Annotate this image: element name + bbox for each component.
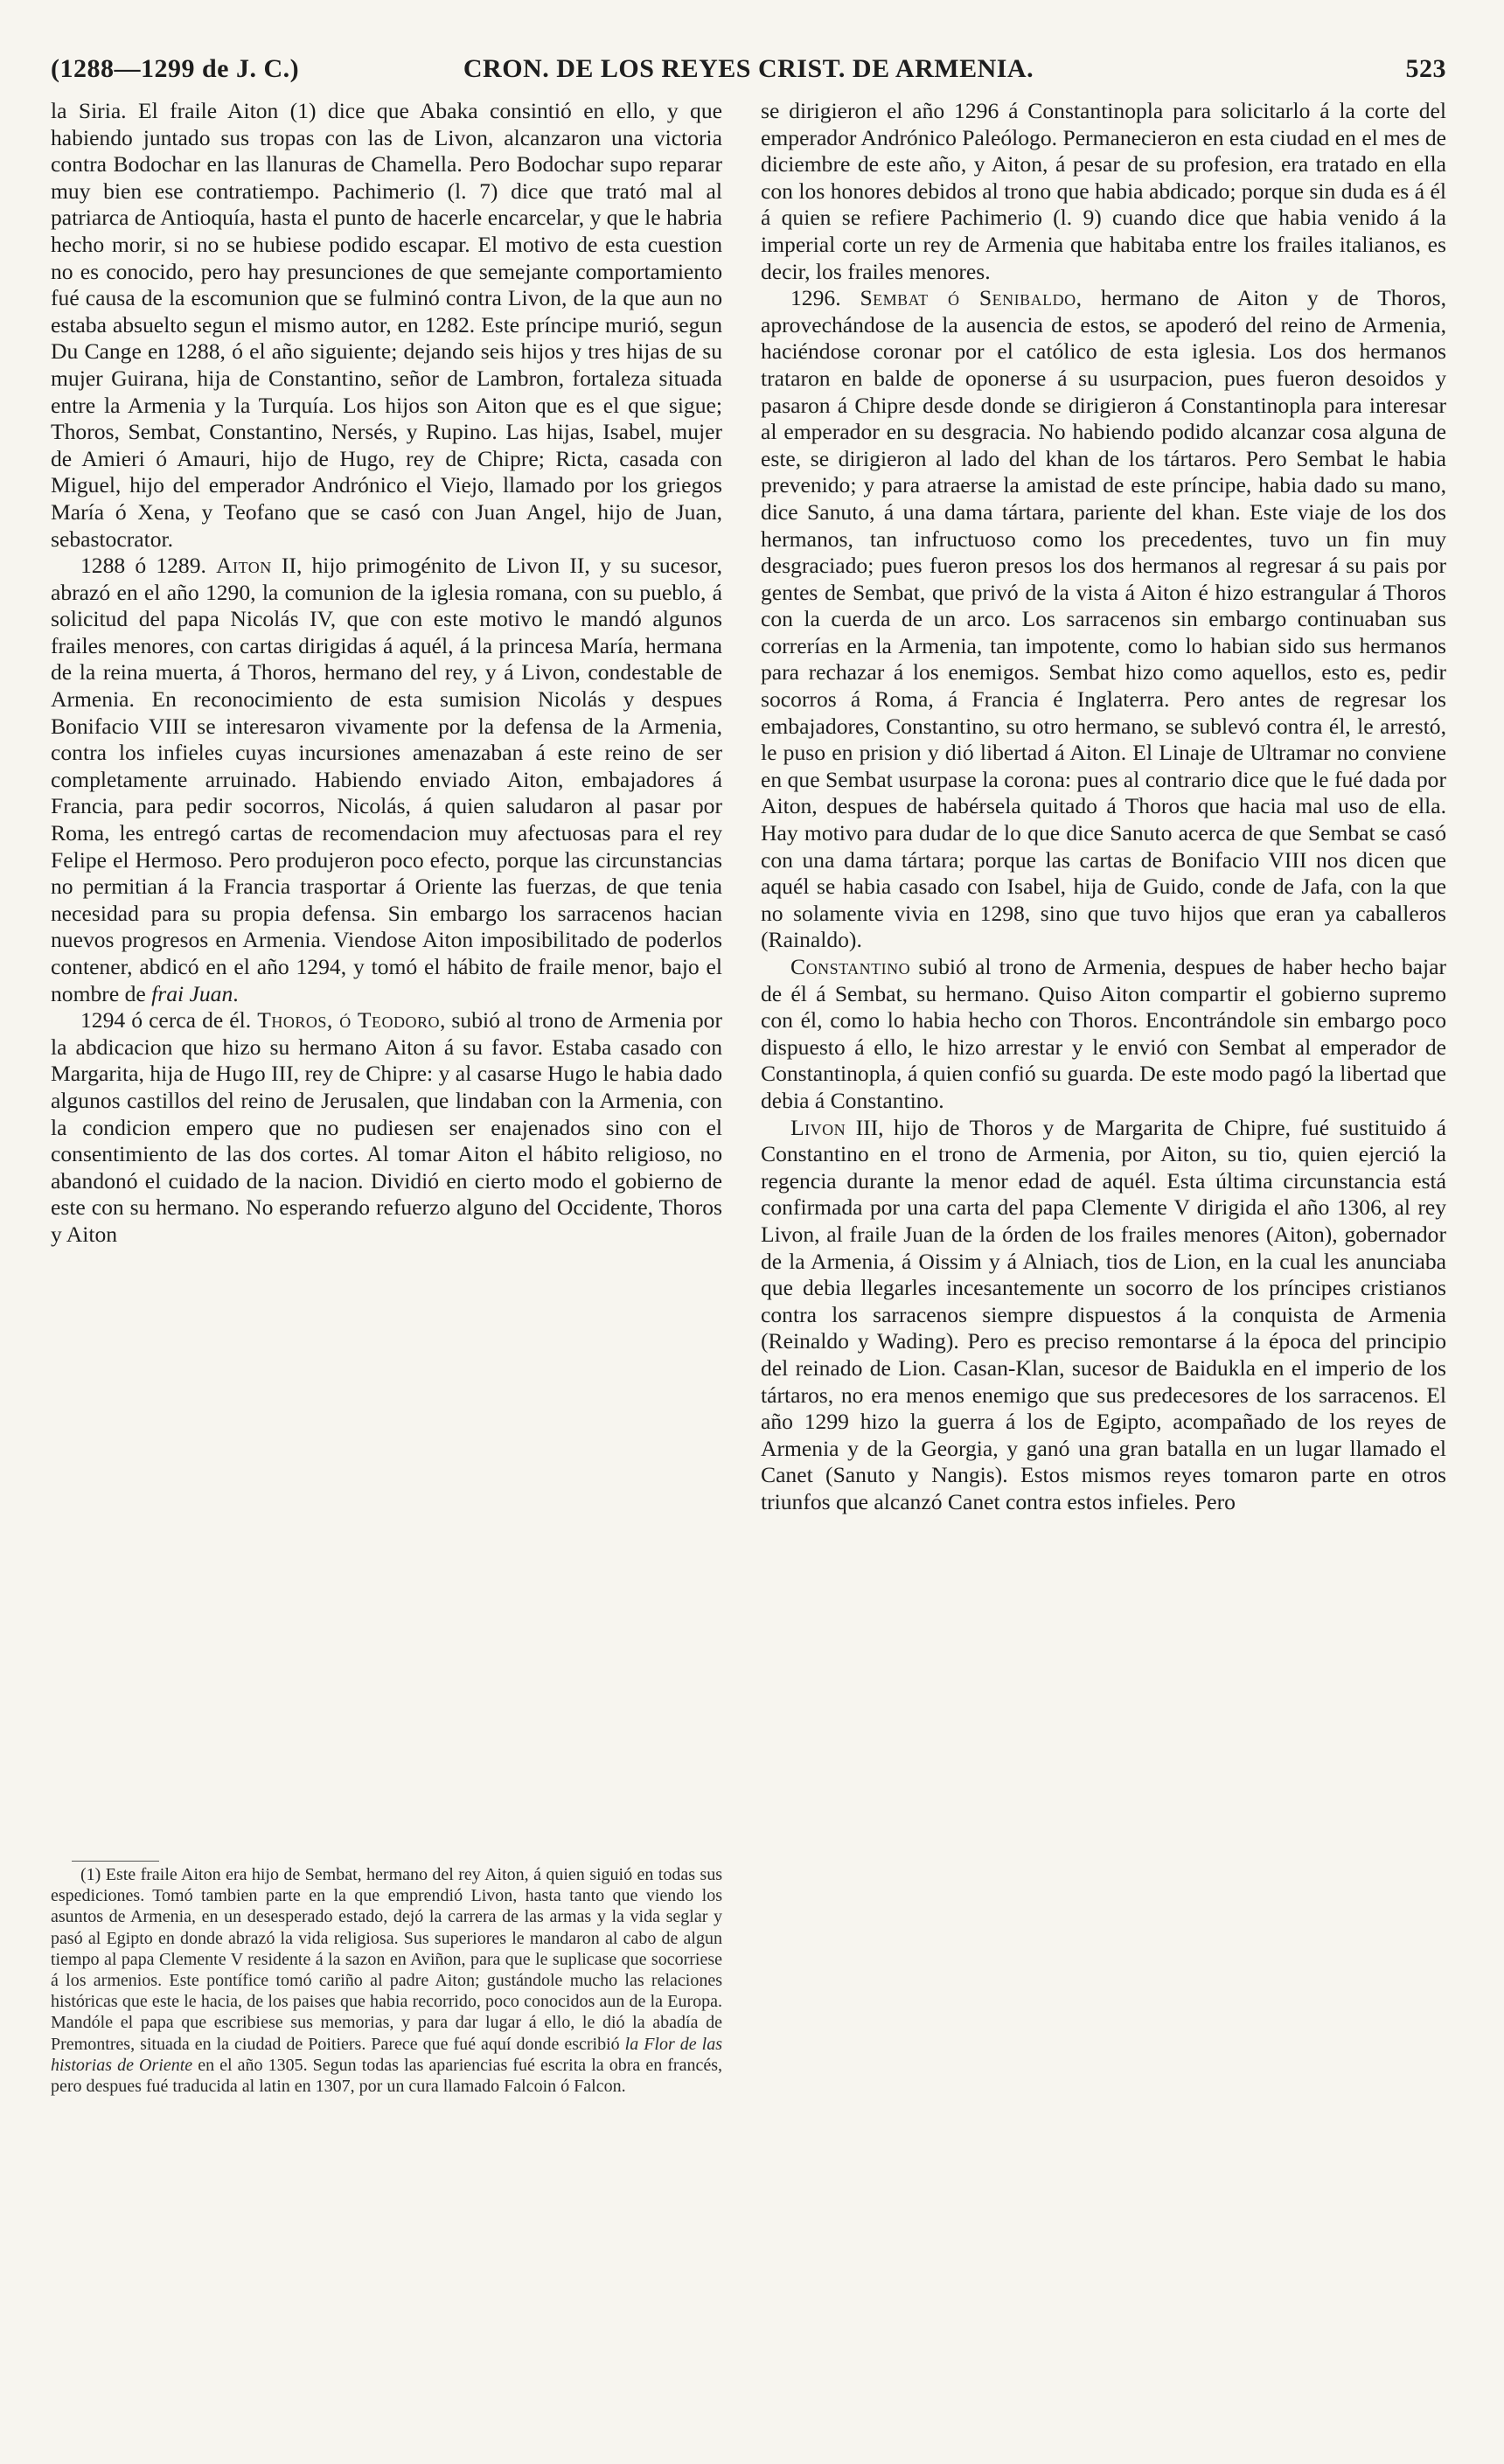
right-column xyxy=(761,98,1446,1515)
paragraph-livon-iii xyxy=(761,1115,1446,1516)
page-number: 523 xyxy=(1405,54,1446,83)
paragraph-livon-ii-end: la Siria. El fraile Aiton (1) dice que Abaka consintió en ello, y que habiendo juntado sus tropas con las de Livon, alcanzaron una victoria contra Bodochar en las llanuras de Chamella. Pero Bodochar supo reparar muy bien ese contratiempo. Pachimerio (l. 7) dice que trató mal al patriarca de Antioquía, hasta el punto de hacerle encarcelar, y que le habria hecho morir, si no se hubiese podido escapar. El motivo de esta cuestion no es conocido, pero hay presunciones de que semejante comportamiento fué causa de la escomunion que se fulminó contra Livon, de la que aun no estaba absuelto segun el mismo autor, en 1282. Este príncipe murió, segun Du Cange en 1288, ó el año siguiente; dejando seis hijos y tres hijas de su mujer Guirana, hija de Constantino, señor de Lambron, fortaleza situada entre la Armenia y la Turquía. Los hijos son Aiton que es el que sigue; Thoros, Sembat, Constantino, Nersés, y Rupino. Las hijas, Isabel, mujer de Amieri ó Amauri, hijo de Hugo, rey de Chipre; Ricta, casada con Miguel, hijo del emperador Andrónico el Viejo, llamado por los griegos María ó Xena, y Teofano que se casó con Juan Angel, hijo de Juan, sebastocrator. xyxy=(51,98,722,552)
footnote xyxy=(51,1864,722,2097)
footnote-rule xyxy=(72,1861,159,1862)
paragraph-aiton-ii xyxy=(51,553,722,1007)
entry-date: 1296. xyxy=(790,285,841,311)
footnote-text: (1) Este fraile Aiton era hijo de Sembat, hermano del rey Aiton, á quien siguió en todas sus espediciones. Tomó tambien parte en la que emprendió Livon, hasta tanto que viendo los asuntos de Armenia, en un desesperado estado, dejó la carrera de las armas y la vida seglar y pasó al Egipto en donde abrazó la vida religiosa. Sus superiores le mandaron al cabo de algun tiempo al papa Clemente V residente á la sazon en Aviñon, para que le suplicase que socorriese á los armenios. Este pontífice tomó cariño al padre Aiton; gustándole mucho las relaciones históricas que este le hacia, de los paises que habia recorrido, poco conocidos aun de la Europa. Mandóle el papa que escribiese sus memorias, y para dar lugar á ello, le dió la abadía de Premontres, situada en la ciudad de Poitiers. Parece que fué aquí donde escribió xyxy=(51,1865,722,2054)
entry-italic: frai Juan xyxy=(151,980,233,1006)
header-date-range: (1288—1299 de J. C.) xyxy=(51,54,300,83)
entry-text: III, hijo de Thoros y de Margarita de Chipre, fué sustituido á Constantino en el trono de Armenia, por Aiton, su tio, quien ejerció la regencia durante la menor edad de aquél. Esta última circunstancia está confirmada por una carta del papa Clemente V dirigida el año 1306, al rey Livon, al fraile Juan de la órden de los frailes menores (Aiton), gobernador de la Armenia, á Oissim y á Alniach, tios de Lion, en la cual les anunciaba que debia llegarles incesantemente un socorro de los príncipes cristianos contra los sarracenos siempre dispuestos á la conquista de Armenia (Reinaldo y Wading). Pero es preciso remontarse á la época del principio del reinado de Lion. Casan-Klan, sucesor de Baidukla en el imperio de los tártaros, no era menos enemigo que sus predecesores de los sarracenos. El año 1299 hizo la guerra á los de Egipto, acompañado de los reyes de Armenia y de la Georgia, y ganó una gran batalla en un lugar llamado el Canet (Sanuto y Nangis). Estos mismos reyes tomaron parte en otros triunfos que alcanzó Canet contra estos infieles. Pero xyxy=(761,1114,1446,1514)
entry-date: 1294 ó cerca de él. xyxy=(80,1007,252,1034)
entry-text: , subió al trono de Armenia por la abdicacion que hizo su hermano Aiton á su favor. Estaba casado con Margarita, hija de Hugo III, rey de Chipre: y al casarse Hugo le habia dado algunos castillos del reino de Jerusalen, que lindaban con la Armenia, con la condicion empero que no pudiesen ser enajenados sino con el consentimiento de las dos cortes. Al tomar Aiton el hábito religioso, no abandonó el cuidado de la nacion. Dividió en cierto modo el gobierno de este con su hermano. No esperando refuerzo alguno del Occidente, Thoros y Aiton xyxy=(51,1007,722,1247)
running-header xyxy=(51,54,1446,93)
entry-king-name: Thoros, ó Teodoro xyxy=(257,1007,440,1034)
header-title: CRON. DE LOS REYES CRIST. DE ARMENIA. xyxy=(463,54,1034,83)
entry-king-name: Aiton xyxy=(216,553,272,579)
left-column xyxy=(51,98,722,1249)
paragraph-constantino xyxy=(761,954,1446,1115)
paragraph-constantinople: se dirigieron el año 1296 á Constantinopla para solicitarlo á la corte del emperador Andrónico Paleólogo. Permanecieron en esta ciudad en el mes de diciembre de este año, y Aiton, á pesar de su profesion, era tratado en ella con los honores debidos al trono que habia abdicado; porque sin duda es á él á quien se refiere Pachimerio (l. 9) cuando dice que habia venido á la imperial corte un rey de Armenia que habitaba entre los frailes italianos, es decir, los frailes menores. xyxy=(761,98,1446,284)
entry-king-name: Constantino xyxy=(790,954,911,979)
paragraph-thoros xyxy=(51,1007,722,1248)
entry-text: , hermano de Aiton y de Thoros, aprovechándose de la ausencia de estos, se apoderó del reino de Armenia, haciéndose coronar por el católico de esta iglesia. Los dos hermanos trataron en balde de oponerse á su usurpacion, pues fueron desoidos y pasaron á Chipre desde donde se dirigieron á Constantinopla para interesar al emperador en su desgracia. No habiendo podido alcanzar cosa alguna de este, se dirigieron al lado del khan de los tártaros. Pero Sembat le habia prevenido; y para atraerse la amistad de este príncipe, habia dado su mano, dice Sanuto, á una dama tártara, pariente del khan. Este viaje de los dos hermanos, tan infructuoso como los precedentes, tuvo un fin muy desgraciado; pues fueron presos los dos hermanos al regresar á su pais por gentes de Sembat, que privó de la vista á Aiton é hizo estrangular á Thoros con la cuerda de un arco. Los sarracenos sin embargo continuaban sus correrías en la Armenia, tan impotente, como lo habian sido sus hermanos para rechazar á los enemigos. Sembat hizo como aquellos, esto es, pedir socorros á Roma, á Francia é Inglaterra. Pero antes de regresar los embajadores, Constantino, su otro hermano, se sublevó contra él, le arrestó, le puso en prision y dió libertad á Aiton. El Linaje de Ultramar no conviene en que Sembat usurpase la corona: pues al contrario dice que le fué dada por Aiton, despues de habérsela quitado á Thoros que hacia mal uso de ella. Hay motivo para dudar de lo que dice Sanuto acerca de que Sembat se casó con una dama tártara; porque las cartas de Bonifacio VIII nos dicen que aquél se habia casado con Isabel, hija de Guido, conde de Jafa, con la que no solamente vivia en 1298, sino que tuvo hijos que eran ya caballeros (Rainaldo). xyxy=(761,285,1446,953)
paragraph-sembat xyxy=(761,285,1446,954)
footnote-end: en el año 1305. Segun todas las apariencias fué escrita la obra en francés, pero despues fué traducida al latin en 1307, por un cura llamado Falcoin ó Falcon. xyxy=(51,2055,722,2097)
entry-end: . xyxy=(233,980,239,1006)
entry-text: II, hijo primogénito de Livon II, y su sucesor, abrazó en el año 1290, la comunion de la iglesia romana, con su pueblo, á solicitud del papa Nicolás IV, que con este motivo le mandó algunos frailes menores, con cartas dirigidas á aquél, á la princesa María, hermana de la reina muerta, á Thoros, hermano del rey, y á Livon, condestable de Armenia. En reconocimiento de esta sumision Nicolás y despues Bonifacio VIII se interesaron vivamente por la defensa de la Armenia, contra los infieles cuyas incursiones amenazaban á este reino de ser completamente arruinado. Habiendo enviado Aiton, embajadores á Francia, para pedir socorros, Nicolás, á quien saludaron al pasar por Roma, les entregó cartas de recomendacion muy afectuosas para el rey Felipe el Hermoso. Pero produjeron poco efecto, porque las circunstancias no permitian á la Francia trasportar á Oriente las fuerzas, de que tenia necesidad para su propia defensa. Sin embargo los sarracenos hacian nuevos progresos en Armenia. Viendose Aiton imposibilitado de poderlos contener, abdicó en el año 1294, y tomó el hábito de fraile menor, bajo el nombre de xyxy=(51,553,722,1006)
entry-text: subió al trono de Armenia, despues de haber hecho bajar de él á Sembat, su hermano. Quiso Aiton compartir el gobierno supremo con él, como lo habia hecho con Thoros. Encontrándole sin embargo poco dispuesto á ello, le hizo arrestar y le envió con Sembat al emperador de Constantinopla, á quien confió su guarda. De este modo pagó la libertad que debia á Constantino. xyxy=(761,954,1446,1113)
entry-king-name: Sembat ó Senibaldo xyxy=(860,285,1076,311)
entry-date: 1288 ó 1289. xyxy=(80,553,206,579)
entry-king-name: Livon xyxy=(790,1114,846,1140)
footnote-italic: la Flor de las historias de Oriente xyxy=(51,2034,722,2075)
